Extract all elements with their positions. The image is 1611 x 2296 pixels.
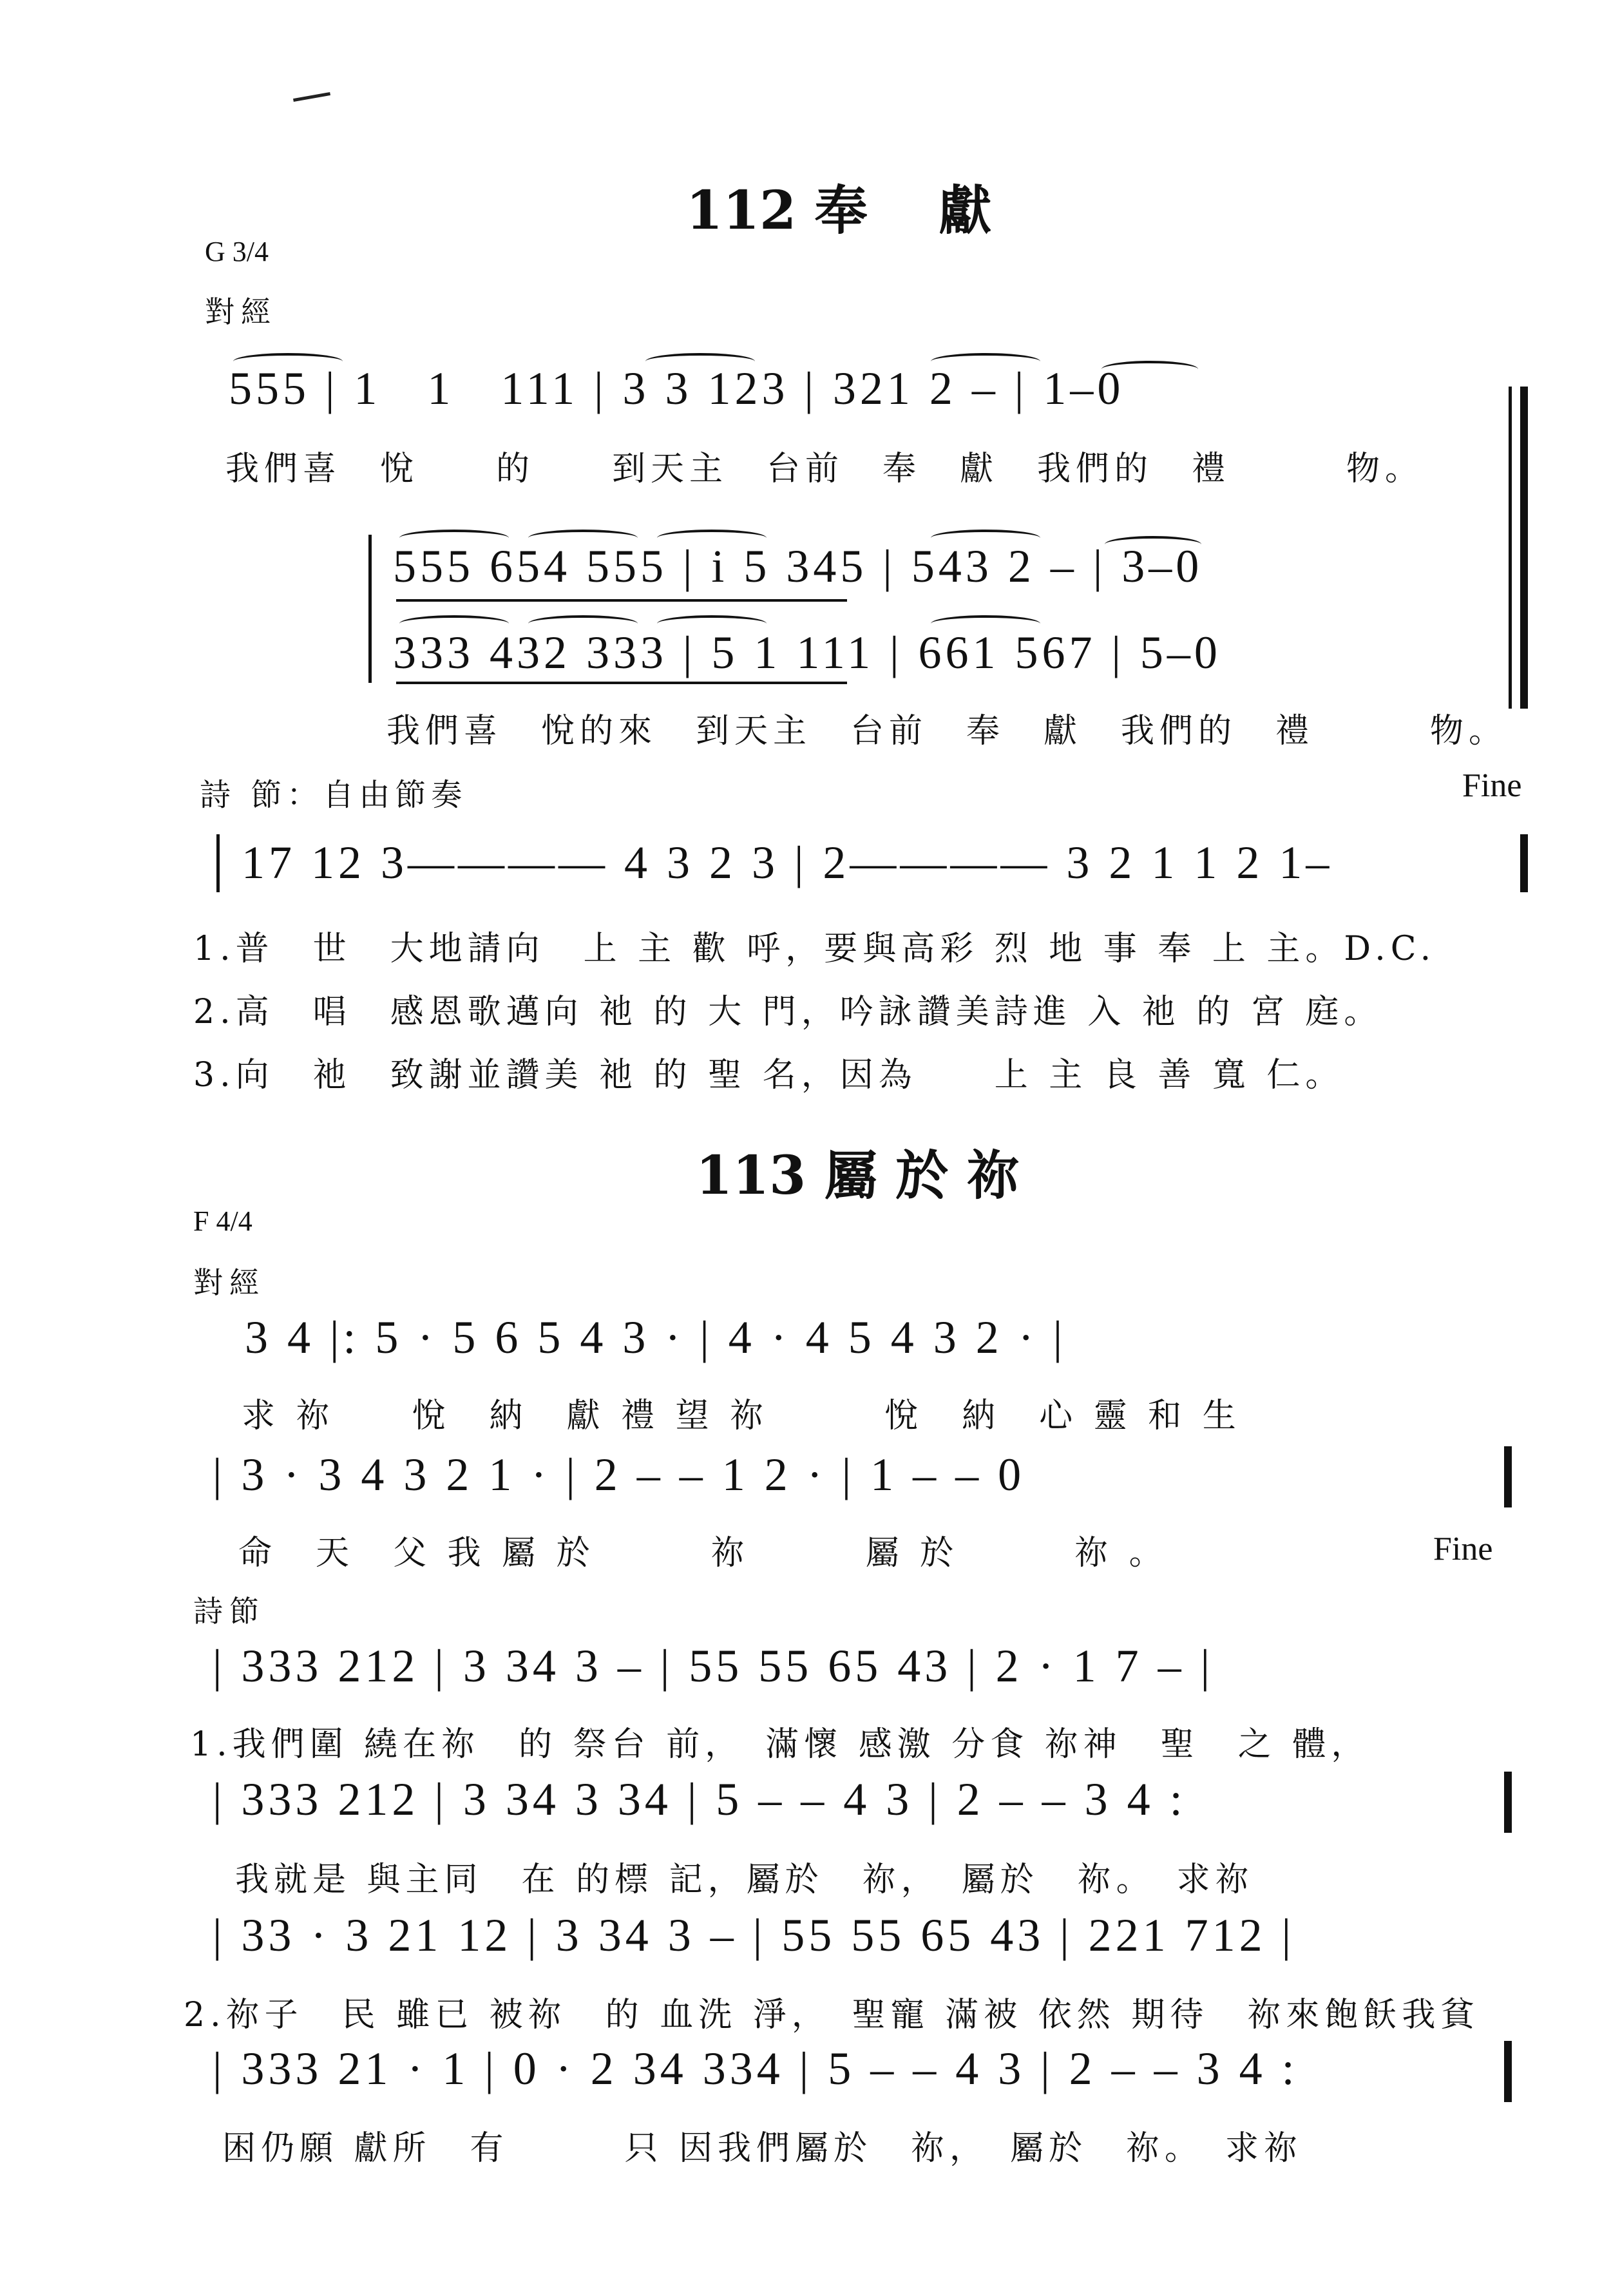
hymn-113-music-row4: | 333 212 | 3 34 3 34 | 5 – – 4 3 | 2 – – 3 4 : — [213, 1774, 1187, 1825]
repeat-barline — [1504, 2041, 1512, 2102]
hymn-113-title: 113 屬 於 祢 — [696, 1145, 1020, 1207]
final-barline — [1520, 387, 1528, 709]
hymn-113-lyrics-row1: 求 祢 悅 納 獻 禮 望 祢 悅 納 心 靈 和 生 — [242, 1397, 1241, 1435]
hymn-112-verse-1: 1.普 世 大地請向 上 主 歡 呼，要與高彩 烈 地 事 奉 上 主。D.C. — [193, 930, 1436, 968]
hymn-113-music-row3: | 333 212 | 3 34 3 – | 55 55 65 43 | 2 · 1 7 – | — [213, 1640, 1214, 1692]
hymn-113-section-label: 對經 — [193, 1265, 265, 1300]
triplet-slur — [1105, 536, 1201, 553]
hymn-113-verse-label: 詩節 — [193, 1594, 265, 1629]
hymn-112-music-line2-lower: 333 432 333 | 5 1 111 | 661 567 | 5–0 — [393, 627, 1221, 678]
hymn-113-lyrics-row3: 1.我們圍 繞在祢 的 祭台 前， 滿懷 感激 分食 祢神 聖 之 體， — [190, 1725, 1370, 1764]
system-bracket — [368, 535, 372, 683]
triplet-slur — [1101, 361, 1198, 378]
hymn-112-lyrics-line2: 我們喜 悅的來 到天主 台前 奉 獻 我們的 禮 物。 — [386, 712, 1508, 751]
final-barline — [1504, 1446, 1512, 1507]
hymn-113-music-row2: | 3 · 3 4 3 2 1 · | 2 – – 1 2 · | 1 – – 0 — [213, 1449, 1025, 1500]
hymn-112-verse-3: 3.向 祂 致謝並讚美 祂 的 聖 名，因為 上 主 良 善 寬 仁。 — [193, 1056, 1344, 1095]
triplet-slur — [645, 353, 755, 370]
triplet-slur — [399, 530, 509, 546]
triplet-slur — [528, 615, 638, 632]
hymn-113-music-row1: 3 4 |: 5 · 5 6 5 4 3 · | 4 · 4 5 4 3 2 · | — [245, 1312, 1067, 1363]
hymn-113-music-row6: | 333 21 · 1 | 0 · 2 34 334 | 5 – – 4 3 | 2 – – 3 4 : — [213, 2043, 1299, 2094]
triplet-slur — [931, 353, 1040, 370]
hymn-112-verse-music: 17 12 3———— 4 3 2 3 | 2———— 3 2 1 1 2 1– — [242, 837, 1333, 888]
hymn-113-fine: Fine — [1433, 1531, 1493, 1567]
hymn-113-lyrics-row5: 2.祢子 民 雖已 被祢 的 血洗 淨， 聖寵 滿被 依然 期待 祢來飽飫我貧 — [184, 1996, 1480, 2034]
hymn-112-fine: Fine — [1462, 767, 1522, 804]
scan-mark — [293, 92, 330, 102]
barline — [1509, 387, 1512, 709]
repeat-barline — [1504, 1772, 1512, 1833]
triplet-slur — [931, 615, 1040, 632]
hymn-112-verse-label: 詩 節：自由節奏 — [200, 777, 468, 813]
beam — [396, 599, 847, 602]
hymn-112-verse-2: 2.高 唱 感恩歌邁向 祂 的 大 門，吟詠讚美詩進 入 祂 的 宮 庭。 — [193, 993, 1383, 1031]
hymn-113-lyrics-row2: 命 天 父 我 屬 於 祢 屬 於 祢 。 — [238, 1534, 1168, 1573]
triplet-slur — [399, 615, 509, 632]
hymn-113-lyrics-row4: 我就是 與主同 在 的標 記，屬於 祢， 屬於 祢。 求祢 — [235, 1861, 1254, 1899]
triplet-slur — [233, 353, 343, 370]
hymn-112-section-label: 對經 — [205, 294, 277, 329]
hymn-112-lyrics-line1: 我們喜 悅 的 到天主 台前 奉 獻 我們的 禮 物。 — [225, 450, 1424, 488]
hymn-113-music-row5: | 33 · 3 21 12 | 3 34 3 – | 55 55 65 43 | 221 712 | — [213, 1909, 1295, 1961]
triplet-slur — [931, 530, 1040, 546]
hymn-112-music-line1: 555 | 1 1 111 | 3 3 123 | 321 2 – | 1–0 — [229, 363, 1125, 414]
hymn-113-key: F 4/4 — [193, 1205, 253, 1237]
hymn-112-title: 112 奉 獻 — [686, 180, 992, 242]
hymn-113-lyrics-row6: 困仍願 獻所 有 只 因我們屬於 祢， 屬於 祢。 求祢 — [222, 2129, 1303, 2168]
triplet-slur — [528, 530, 638, 546]
hymn-112-key: G 3/4 — [205, 236, 269, 267]
triplet-slur — [657, 530, 767, 546]
barline — [216, 834, 220, 892]
hymn-112-music-line2-upper: 555 654 555 | i 5 345 | 543 2 – | 3–0 — [393, 541, 1203, 592]
beam — [396, 682, 847, 684]
final-barline — [1520, 834, 1528, 892]
triplet-slur — [657, 615, 767, 632]
